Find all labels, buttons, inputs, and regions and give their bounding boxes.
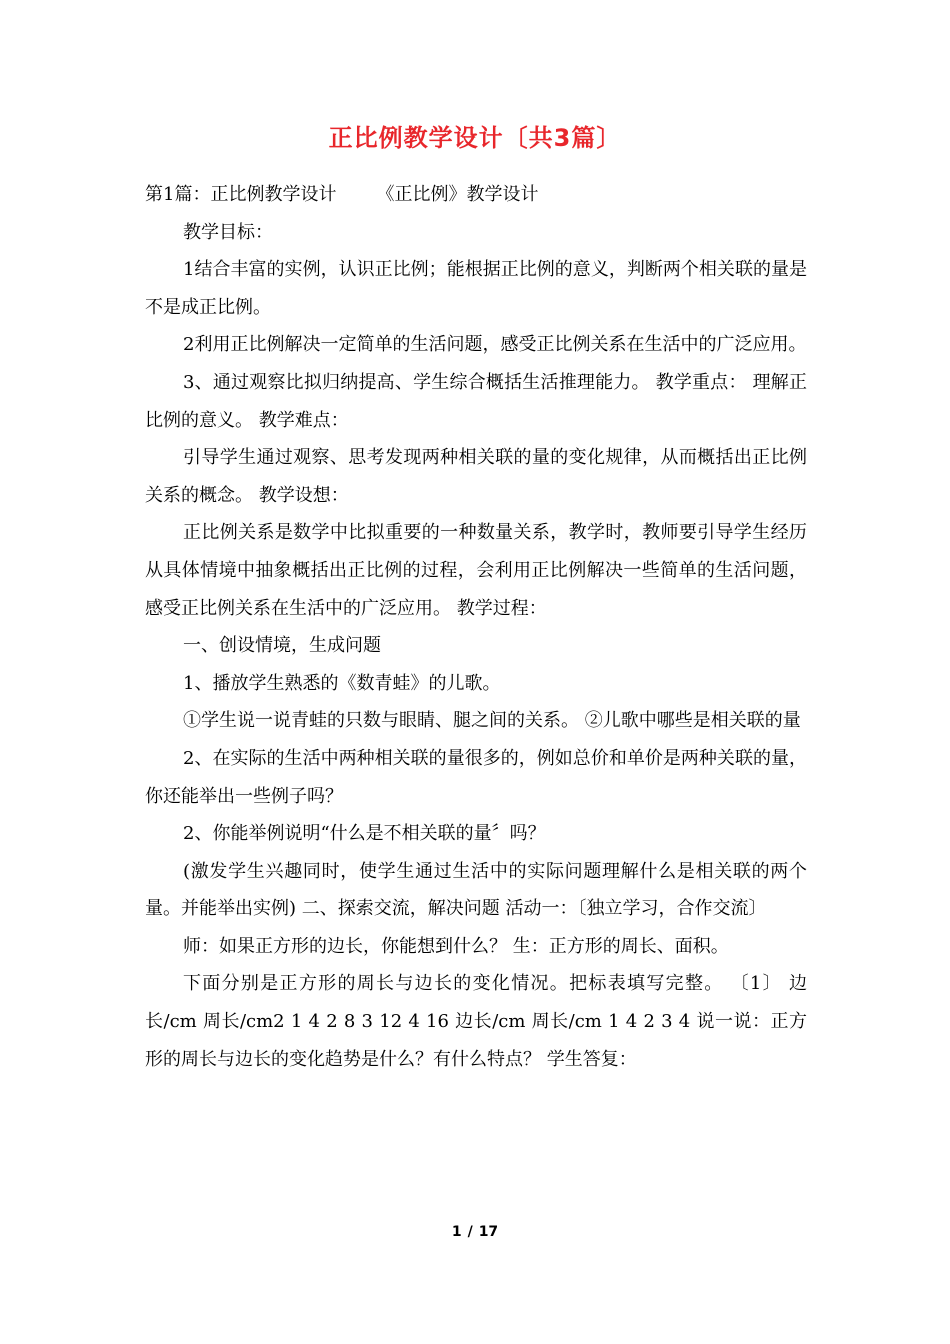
page-number <box>0 1222 950 1242</box>
chapter-subheading: 《正比例》教学设计 <box>376 184 539 205</box>
chapter-heading: 第1篇：正比例教学设计 <box>145 184 337 205</box>
paragraph: 引导学生通过观察、思考发现两种相关联的量的变化规律，从而概括出正比例关系的概念。 教学设想： <box>145 447 807 506</box>
paragraph: 一、创设情境，生成问题 <box>183 635 381 657</box>
page-separator: / <box>467 1224 473 1240</box>
paragraph: 教学目标： <box>183 221 273 243</box>
paragraph: 1结合丰富的实例，认识正比例；能根据正比例的意义，判断两个相关联的量是不是成正比例。 <box>145 259 807 318</box>
document-body <box>145 176 807 1078</box>
paragraph: 1、播放学生熟悉的《数青蛙》的儿歌。 <box>183 672 501 694</box>
current-page: 1 <box>451 1224 462 1240</box>
document-title: 正比例教学设计〔共3篇〕 <box>328 124 622 152</box>
paragraph: (激发学生兴趣同时，使学生通过生活中的实际问题理解什么是相关联的两个量。并能举出实例) 二、探索交流，解决问题 活动一：〔独立学习，合作交流〕 <box>145 860 807 920</box>
chapter-heading-line <box>145 176 807 214</box>
paragraph: 3、通过观察比拟归纳提高、学生综合概括生活推理能力。 教学重点： 理解正比例的意义。 教学难点： <box>145 371 807 431</box>
paragraph: ①学生说一说青蛙的只数与眼睛、腿之间的关系。 ②儿歌中哪些是相关联的量 <box>183 710 801 732</box>
paragraph: 2、在实际的生活中两种相关联的量很多的，例如总价和单价是两种关联的量，你还能举出一些例子吗？ <box>145 747 807 807</box>
paragraph: 正比例关系是数学中比拟重要的一种数量关系，教学时，教师要引导学生经历从具体情境中抽象概括出正比例的过程，会利用正比例解决一些简单的生活问题，感受正比例关系在生活中的广泛应用。 教学过程： <box>145 522 807 619</box>
total-pages: 17 <box>478 1224 499 1240</box>
paragraph: 2、你能举例说明“什么是不相关联的量〞吗？ <box>183 823 546 845</box>
paragraph: 师：如果正方形的边长，你能想到什么？ 生：正方形的周长、面积。 <box>183 935 729 957</box>
paragraph: 下面分别是正方形的周长与边长的变化情况。把标表填写完整。 〔1〕 边长/cm 周长/cm2 1 4 2 8 3 12 4 16 边长/cm 周长/cm 1 4 2 3 4 说一说：正方形的周长与边长的变化趋势是什么？有什么特点？ 学生答复： <box>145 973 807 1070</box>
paragraph: 2利用正比例解决一定简单的生活问题，感受正比例关系在生活中的广泛应用。 <box>183 334 807 356</box>
